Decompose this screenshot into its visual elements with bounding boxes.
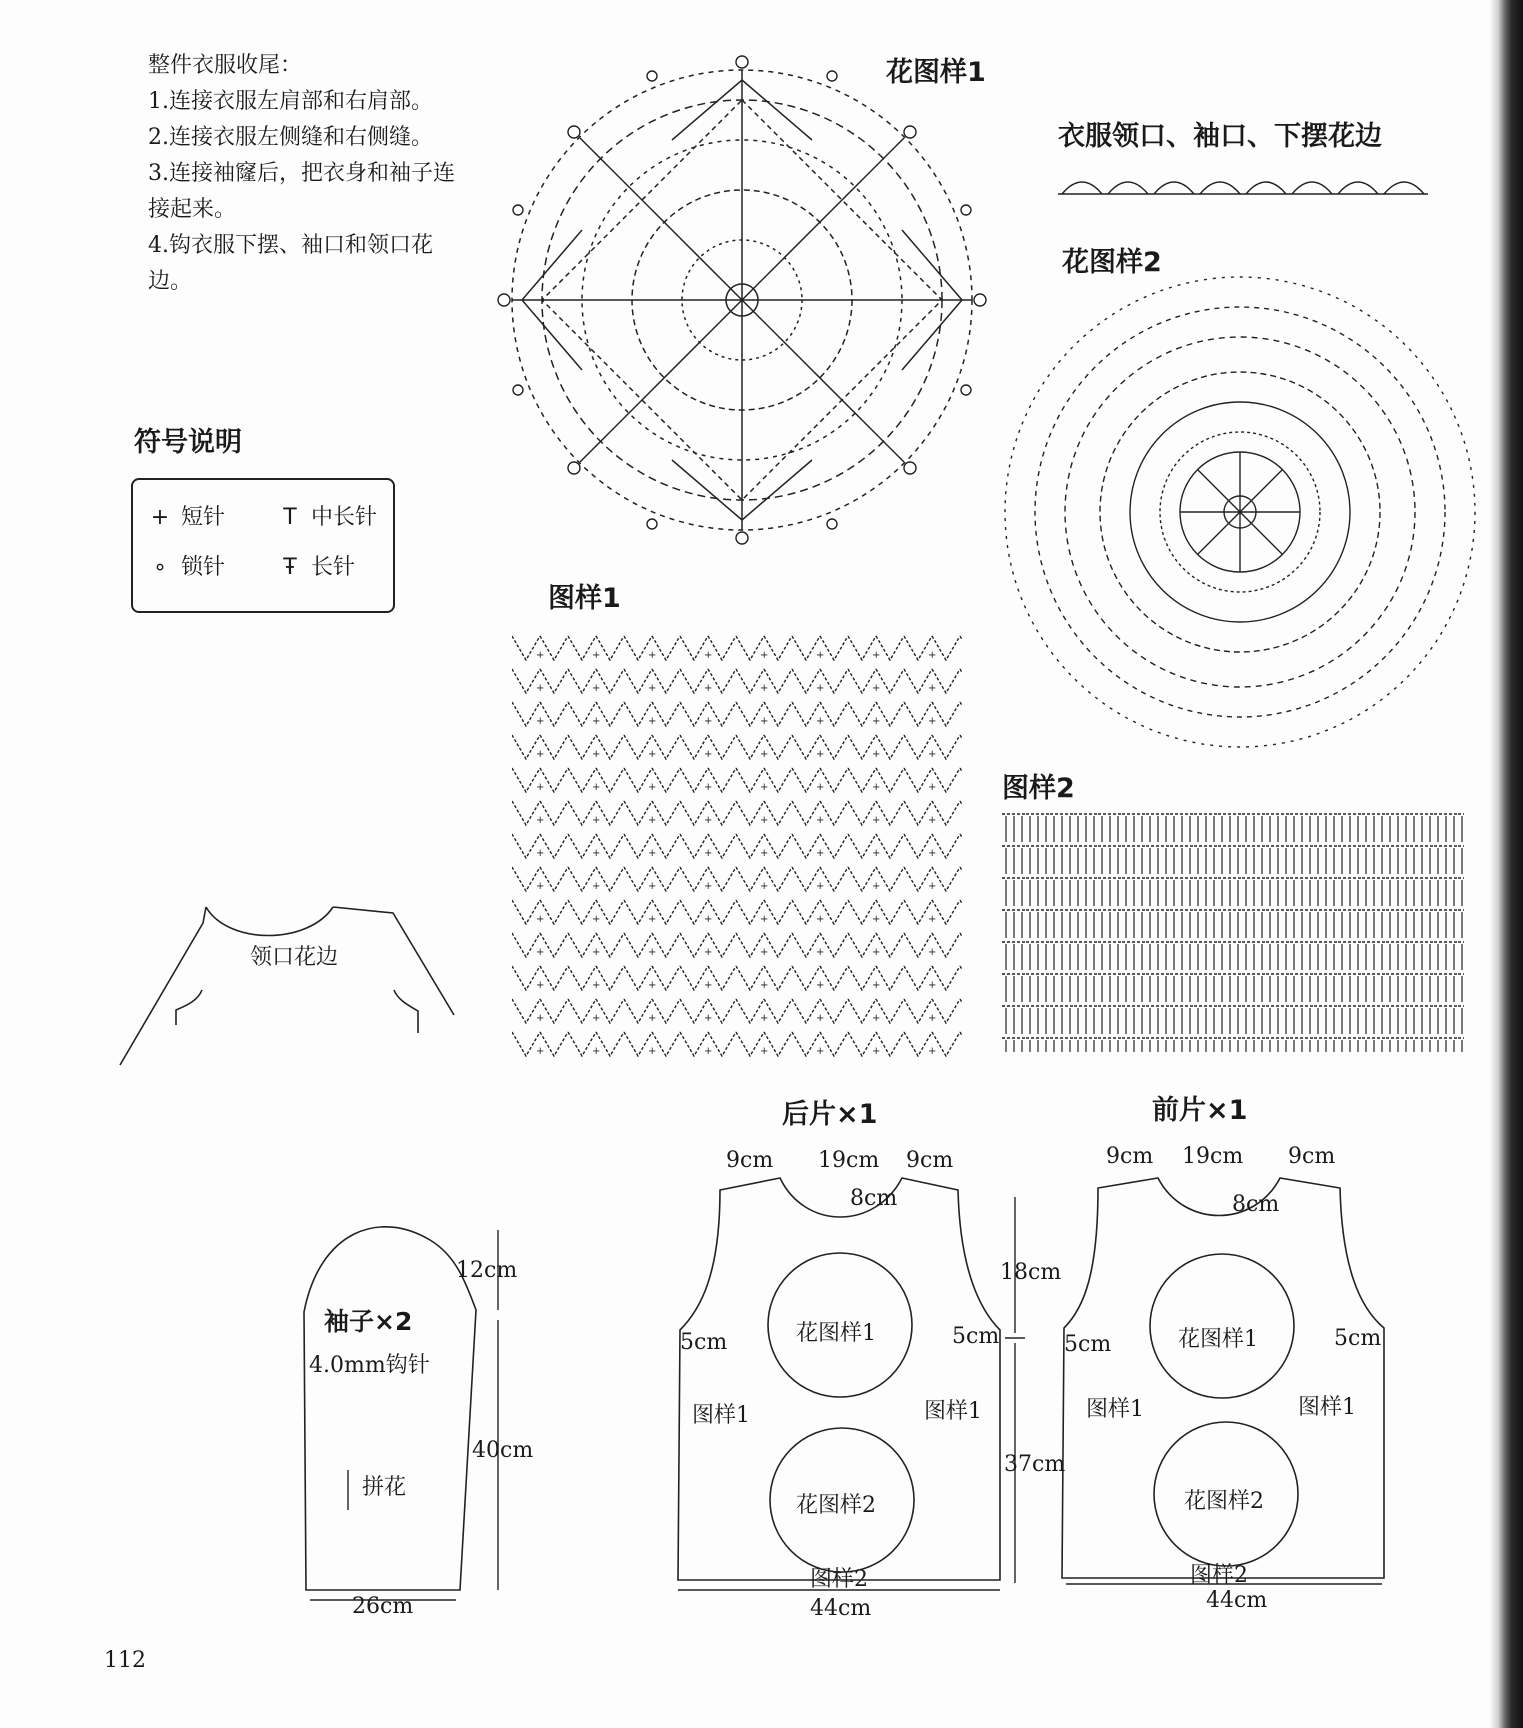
edging-chart xyxy=(1058,170,1428,200)
edging-title: 衣服领口、袖口、下摆花边 xyxy=(1058,121,1382,152)
neckline-sketch xyxy=(118,895,464,1070)
back-shoulder-left-dim: 9cm xyxy=(726,1148,774,1173)
back-flower-motif-1-label: 花图样1 xyxy=(796,1321,876,1346)
back-pattern-1-right-label: 图样1 xyxy=(924,1399,982,1424)
back-armhole-right-dim: 5cm xyxy=(952,1324,1000,1349)
legend-item-ch: ∘ 锁针 xyxy=(147,550,225,581)
page-number: 112 xyxy=(104,1648,146,1673)
symbol-legend xyxy=(131,478,395,613)
single-crochet-icon: + xyxy=(150,505,170,530)
front-armhole-right-dim: 5cm xyxy=(1334,1326,1382,1351)
chain-stitch-icon: ∘ xyxy=(153,555,167,580)
double-crochet-icon: Ŧ xyxy=(283,555,297,580)
instruction-step-3: 3.连接袖窿后，把衣身和袖子连接起来。 xyxy=(148,161,455,222)
front-neck-depth-dim: 8cm xyxy=(1232,1192,1280,1217)
front-pattern-1-left-label: 图样1 xyxy=(1086,1397,1144,1422)
front-pattern-1-right-label: 图样1 xyxy=(1298,1395,1356,1420)
back-neck-depth-dim: 8cm xyxy=(850,1186,898,1211)
back-piece-title: 后片×1 xyxy=(782,1099,878,1130)
front-width-dim: 44cm xyxy=(1206,1588,1268,1613)
front-shoulder-left-dim: 9cm xyxy=(1106,1144,1154,1169)
instructions-title: 整件衣服收尾： xyxy=(148,53,303,78)
neckline-edging-label: 领口花边 xyxy=(250,945,339,970)
half-double-crochet-icon: T xyxy=(283,505,297,530)
back-shoulder-right-dim: 9cm xyxy=(906,1148,954,1173)
flower-motif-1-chart xyxy=(482,40,1002,560)
instruction-step-4: 4.钩衣服下摆、袖口和领口花边。 xyxy=(148,233,433,294)
sleeve-hook-size: 4.0mm钩针 xyxy=(309,1353,430,1378)
legend-item-hdc: T 中长针 xyxy=(277,500,377,531)
sleeve-title: 袖子×2 xyxy=(324,1307,413,1336)
front-flower-motif-1-label: 花图样1 xyxy=(1178,1327,1258,1352)
sleeve-width-dim: 26cm xyxy=(352,1594,414,1619)
sleeve-length-dim: 40cm xyxy=(472,1438,534,1463)
front-flower-motif-2-label: 花图样2 xyxy=(1184,1489,1264,1514)
back-flower-motif-2-label: 花图样2 xyxy=(796,1493,876,1518)
pattern-2-title: 图样2 xyxy=(1002,773,1075,804)
sleeve-motif-label: 拼花 xyxy=(362,1475,407,1500)
front-piece-schematic xyxy=(1054,1158,1394,1598)
lower-body-height-dim: 37cm xyxy=(1004,1452,1066,1477)
legend-item-sc: + 短针 xyxy=(147,500,225,531)
instruction-step-2: 2.连接衣服左侧缝和右侧缝。 xyxy=(148,125,433,150)
front-pattern-2-label: 图样2 xyxy=(1190,1563,1248,1588)
back-pattern-2-label: 图样2 xyxy=(810,1567,868,1592)
instruction-step-1: 1.连接衣服左肩部和右肩部。 xyxy=(148,89,433,114)
front-neck-width-dim: 19cm xyxy=(1182,1144,1244,1169)
body-height-dimension xyxy=(1000,1195,1030,1585)
sleeve-cap-dim: 12cm xyxy=(456,1258,518,1283)
pattern-1-chart xyxy=(512,632,962,1062)
flower-motif-2-chart xyxy=(990,262,1490,772)
front-shoulder-right-dim: 9cm xyxy=(1288,1144,1336,1169)
pattern-1-title: 图样1 xyxy=(548,583,621,614)
back-armhole-left-dim: 5cm xyxy=(680,1330,728,1355)
back-neck-width-dim: 19cm xyxy=(818,1148,880,1173)
back-piece-schematic xyxy=(670,1160,1010,1600)
book-spine-shadow xyxy=(1490,0,1523,1728)
finishing-instructions xyxy=(96,48,476,300)
front-piece-title: 前片×1 xyxy=(1152,1095,1248,1126)
back-pattern-1-left-label: 图样1 xyxy=(692,1403,750,1428)
legend-item-dc: Ŧ 长针 xyxy=(277,550,355,581)
legend-title: 符号说明 xyxy=(134,427,242,458)
pattern-2-chart xyxy=(1002,812,1464,1052)
back-width-dim: 44cm xyxy=(810,1596,872,1621)
flower-motif-2-title: 花图样2 xyxy=(1062,247,1162,278)
upper-body-height-dim: 18cm xyxy=(1000,1260,1062,1285)
flower-motif-1-title: 花图样1 xyxy=(886,57,986,88)
front-armhole-left-dim: 5cm xyxy=(1064,1332,1112,1357)
